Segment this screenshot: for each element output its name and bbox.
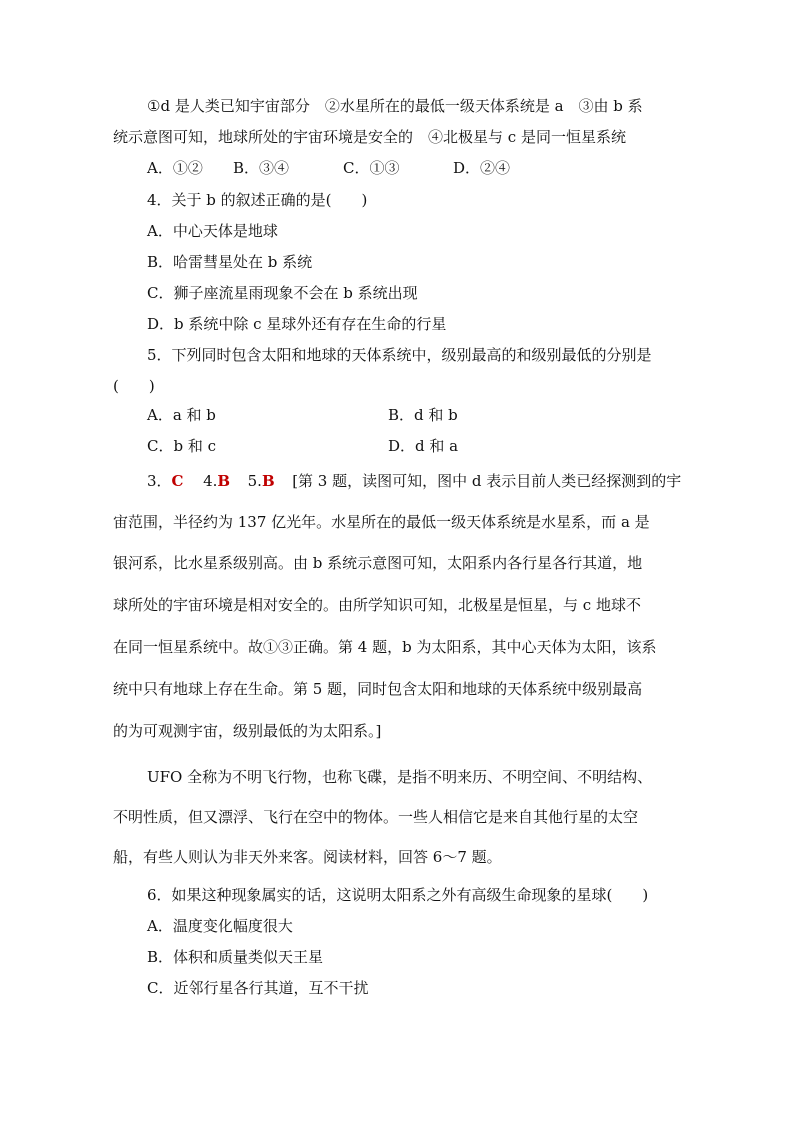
q3-option-a: A．①② (147, 159, 203, 177)
answer-q4-number: 4. (203, 472, 218, 490)
answer-explanation-line6: 统中只有地球上存在生命。第 5 题，同时包含太阳和地球的天体系统中级别最高 (113, 680, 643, 698)
answer-q3-choice: C (171, 472, 184, 490)
q3-options (147, 158, 510, 178)
answer-explanation-line2: 宙范围，半径约为 137 亿光年。水星所在的最低一级天体系统是水星系，而 a 是 (113, 513, 650, 531)
answer-q4-choice: B (217, 472, 231, 490)
passage-line3: 船，有些人则认为非天外来客。阅读材料，回答 6～7 题。 (113, 848, 502, 866)
q5-option-d: D．d 和 a (388, 437, 459, 455)
answer-header (147, 471, 681, 491)
q6-stem: 6．如果这种现象属实的话，这说明太阳系之外有高级生命现象的星球( ) (147, 886, 649, 904)
q4-option-b: B．哈雷彗星处在 b 系统 (147, 253, 313, 271)
q6-option-c: C．近邻行星各行其道，互不干扰 (147, 979, 369, 997)
answer-q5-number: 5. (247, 472, 262, 490)
q3-option-b: B．③④ (233, 159, 290, 177)
q5-stem-line1: 5．下列同时包含太阳和地球的天体系统中，级别最高的和级别最低的分别是 (147, 346, 652, 364)
q6-option-b: B．体积和质量类似天王星 (147, 948, 324, 966)
q6-option-a: A．温度变化幅度很大 (147, 917, 293, 935)
q3-option-c: C．①③ (343, 159, 400, 177)
answer-q3-number: 3． (147, 472, 172, 490)
q4-option-d: D．b 系统中除 c 星球外还有存在生命的行星 (147, 315, 447, 333)
q4-stem: 4．关于 b 的叙述正确的是( ) (147, 191, 368, 209)
answer-explanation-line4: 球所处的宇宙环境是相对安全的。由所学知识可知，北极星是恒星，与 c 地球不 (113, 596, 641, 614)
answer-q5-choice: B (261, 472, 275, 490)
q5-options-row2 (147, 436, 458, 456)
q5-option-c: C．b 和 c (147, 437, 217, 455)
passage-line2: 不明性质，但又漂浮、飞行在空中的物体。一些人相信它是来自其他行星的太空 (113, 808, 639, 826)
q5-option-a: A．a 和 b (147, 406, 216, 424)
q4-option-a: A．中心天体是地球 (147, 222, 278, 240)
answer-explanation-line5: 在同一恒星系统中。故①③正确。第 4 题，b 为太阳系，其中心天体为太阳，该系 (113, 638, 657, 656)
passage-line1: UFO 全称为不明飞行物，也称飞碟，是指不明来历、不明空间、不明结构、 (147, 768, 653, 786)
q3-statements-line1: ①d 是人类已知宇宙部分 ②水星所在的最低一级天体系统是 a ③由 b 系 (147, 97, 643, 115)
q3-option-d: D．②④ (453, 159, 511, 177)
q4-option-c: C．狮子座流星雨现象不会在 b 系统出现 (147, 284, 418, 302)
q5-stem-line2: ( ) (113, 377, 155, 395)
answer-explanation-line7: 的为可观测宇宙，级别最低的为太阳系。] (113, 722, 382, 740)
answer-explanation-line1: [第 3 题，读图可知，图中 d 表示目前人类已经探测到的宇 (292, 472, 682, 490)
q5-option-b: B．d 和 b (388, 406, 458, 424)
q5-options-row1 (147, 405, 458, 425)
q3-statements-line2: 统示意图可知，地球所处的宇宙环境是安全的 ④北极星与 c 是同一恒星系统 (113, 128, 626, 146)
answer-explanation-line3: 银河系，比水星系级别高。由 b 系统示意图可知，太阳系内各行星各行其道，地 (113, 554, 643, 572)
